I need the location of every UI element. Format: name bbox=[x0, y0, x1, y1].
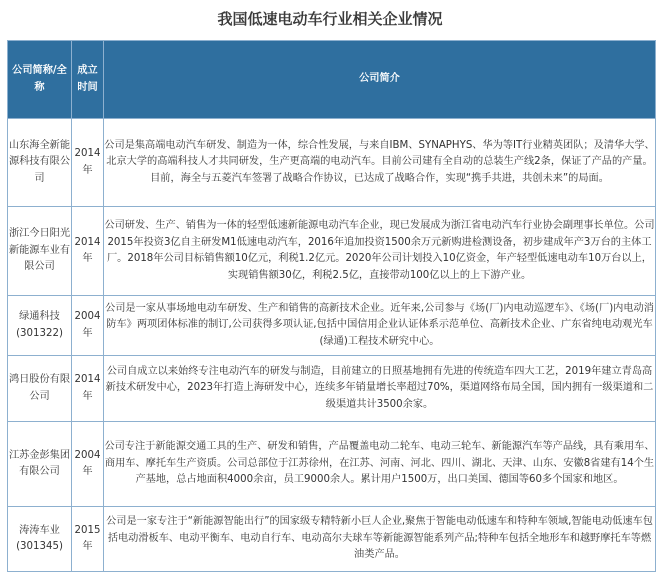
founding-year: 2014年 bbox=[72, 207, 104, 296]
company-name: 鸿日股份有限公司 bbox=[8, 356, 72, 422]
company-intro: 公司是一家专注于“新能源智能出行”的国家级专精特新小巨人企业,聚焦于智能电动低速车和特种车领域,智能电动低速车包括电动滑板车、电动平衡车、电动自行车、电动高尔夫球车等新能源智能系列产品;特种车包括全地形车和越野摩托车等燃油类产品。 bbox=[104, 507, 656, 572]
company-intro: 公司自成立以来始终专注电动汽车的研发与制造，目前建立的日照基地拥有先进的传统造车四大工艺，2019年建立青岛高新技术研发中心，2023年打造上海研发中心，连续多年销量增长率超过70%，渠道网络布局全国，国内拥有一级渠道和二级渠道共计3500余家。 bbox=[104, 356, 656, 422]
table-row bbox=[8, 119, 656, 207]
company-name: 山东海全新能源科技有限公司 bbox=[8, 119, 72, 207]
header-year: 成立时间 bbox=[72, 41, 104, 119]
company-name: 涛涛车业(301345) bbox=[8, 507, 72, 572]
header-company: 公司简称/全称 bbox=[8, 41, 72, 119]
header-intro: 公司简介 bbox=[104, 41, 656, 119]
founding-year: 2004年 bbox=[72, 296, 104, 356]
company-intro: 公司是集高端电动汽车研发、制造为一体，综合性发展，与来自IBM、SYNAPHYS、华为等IT行业精英团队；及清华大学、北京大学的高端科技人才共同研发，生产更高端的电动汽车。目前公司建有全自动的总装生产线2条，保证了产品的产量。目前，海全与五菱汽车签署了战略合作协议，已达成了战略合作，实现“携手共进，共创未来”的局面。 bbox=[104, 119, 656, 207]
company-intro: 公司专注于新能源交通工具的生产、研发和销售，产品覆盖电动二轮车、电动三轮车、新能源汽车等产品线，具有乘用车、商用车、摩托车生产资质。公司总部位于江苏徐州，在江苏、河南、河北、四川、湖北、天津、山东、安徽8省建有14个生产基地，总占地面积4000余亩，员工9000余人。累计用户1500万，出口美国、德国等60多个国家和地区。 bbox=[104, 422, 656, 507]
founding-year: 2004年 bbox=[72, 422, 104, 507]
company-intro: 公司是一家从事场地电动车研发、生产和销售的高新技术企业。近年来,公司参与《场(厂)内电动巡逻车》、《场(厂)内电动消防车》两项团体标准的制订,公司获得多项认证,包括中国信用企业认证体系示范单位、高新技术企业、广东省纯电动观光车(绿通)工程技术研究中心。 bbox=[104, 296, 656, 356]
company-table bbox=[7, 40, 656, 572]
company-name: 绿通科技(301322) bbox=[8, 296, 72, 356]
company-name: 浙江今日阳光新能源车业有限公司 bbox=[8, 207, 72, 296]
company-name: 江苏金彭集团有限公司 bbox=[8, 422, 72, 507]
page-title: 我国低速电动车行业相关企业情况 bbox=[217, 10, 443, 28]
table-row bbox=[8, 296, 656, 356]
table-row bbox=[8, 207, 656, 296]
table-header-row bbox=[8, 41, 656, 119]
founding-year: 2014年 bbox=[72, 356, 104, 422]
company-intro: 公司研发、生产、销售为一体的轻型低速新能源电动汽车企业，现已发展成为浙江省电动汽车行业协会副理事长单位。公司2015年投资3亿自主研发M1低速电动汽车，2016年追加投资1500余万元新购进检测设备，初步建成年产3万台的主体工厂。2018年公司目标销售额10亿元，利税1.2亿元。2020年公司计划投入10亿资金，年产轻型低速电动车10万台以上，实现销售额30亿，利税2.5亿，直接带动100亿以上的上下游产业。 bbox=[104, 207, 656, 296]
founding-year: 2014年 bbox=[72, 119, 104, 207]
founding-year: 2015年 bbox=[72, 507, 104, 572]
table-row bbox=[8, 422, 656, 507]
table-row bbox=[8, 507, 656, 572]
table-row bbox=[8, 356, 656, 422]
